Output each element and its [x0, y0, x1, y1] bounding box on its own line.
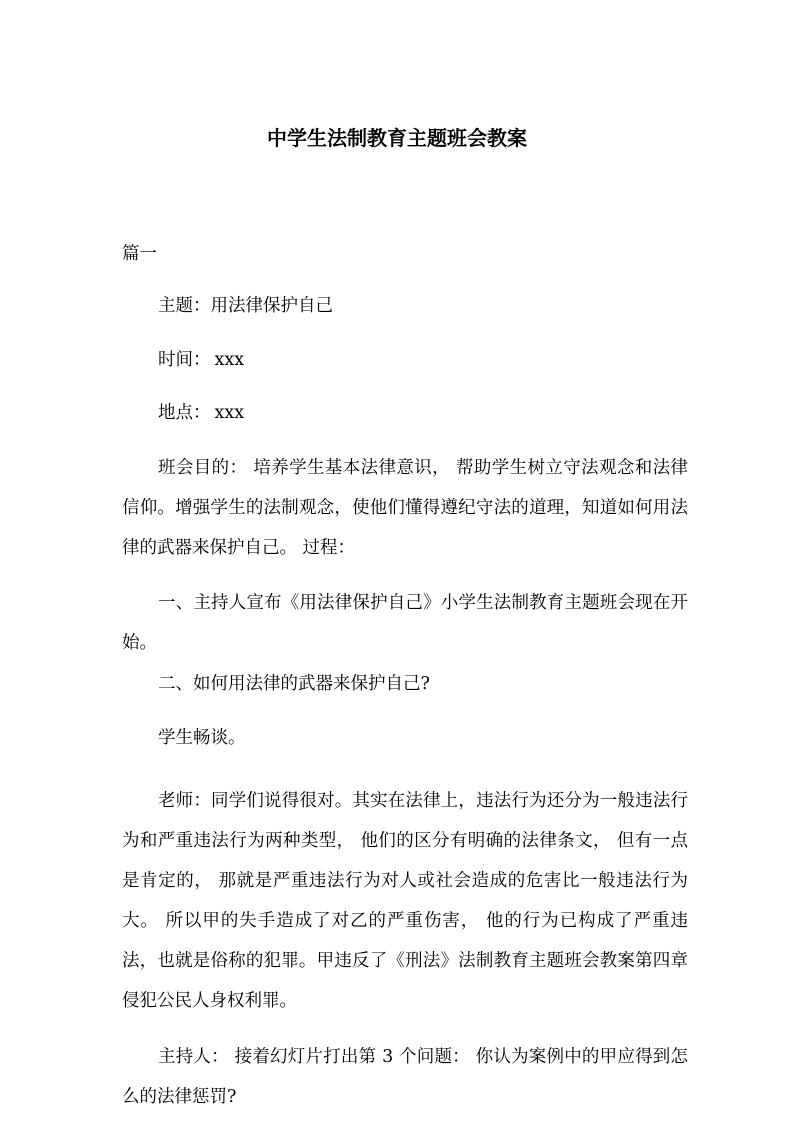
place-label: 地点：: [158, 403, 211, 423]
place-value: xxx: [214, 403, 245, 423]
place-line: [122, 393, 688, 433]
purpose-paragraph: 班会目的： 培养学生基本法律意识， 帮助学生树立守法观念和法律信仰。增强学生的法制观念，使他们懂得遵纪守法的道理，知道如何用法律的武器来保护自己。 过程：: [122, 458, 688, 558]
teacher-paragraph: 老师：同学们说得很对。其实在法律上，违法行为还分为一般违法行为和严重违法行为两种类型， 他们的区分有明确的法律条文， 但有一点是肯定的， 那就是严重违法行为对人或社会造成的危害比一般违法行为大。 所以甲的失手造成了对乙的严重伤害， 他的行为已构成了严重违法，也就是俗称的犯罪。甲违反了《刑法》法制教育主题班会教案第四章侵犯公民人身权利罪。: [122, 791, 688, 1011]
section-heading: 篇一: [122, 244, 157, 264]
step-one-paragraph: 一、主持人宣布《用法律保护自己》小学生法制教育主题班会现在开始。: [122, 593, 688, 653]
theme-line: 主题：用法律保护自己: [158, 296, 333, 316]
time-value: xxx: [214, 350, 245, 370]
host-paragraph: 主持人： 接着幻灯片打出第 3 个问题： 你认为案例中的甲应得到怎么的法律惩罚?: [122, 1047, 688, 1107]
time-label: 时间：: [158, 350, 211, 370]
document-title: 中学生法制教育主题班会教案: [267, 126, 527, 150]
step-two-paragraph: 二、如何用法律的武器来保护自己?: [158, 674, 430, 694]
time-line: [122, 340, 688, 380]
student-talk-paragraph: 学生畅谈。: [158, 728, 246, 748]
